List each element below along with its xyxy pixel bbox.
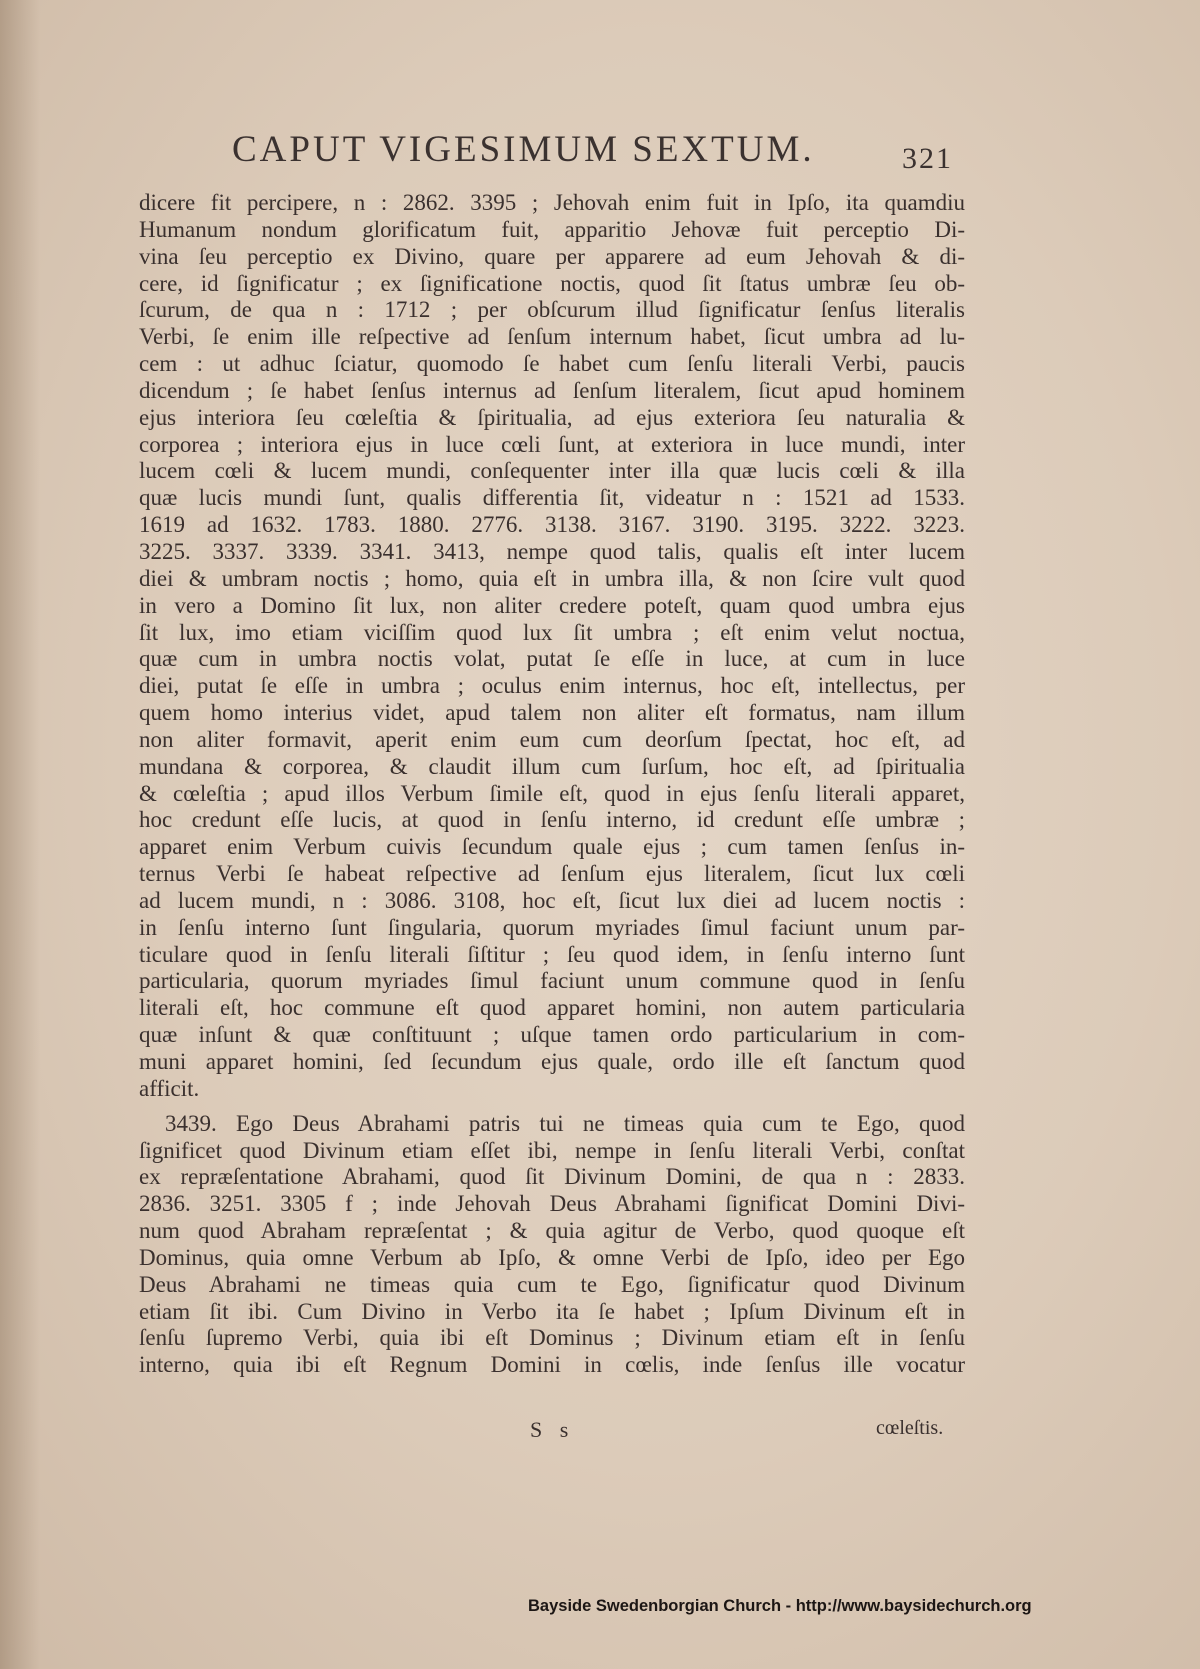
text-line: diei & umbram noctis ; homo, quia eſt in umbra illa, & non ſcire vult quod <box>139 565 965 591</box>
text-line: corporea ; interiora ejus in luce cœli ſunt, at exteriora in luce mundi, inter <box>139 431 965 457</box>
paragraph-3439-line: 2836. 3251. 3305 f ; inde Jehovah Deus Abrahami ſignificat Domini Divi- <box>139 1191 965 1217</box>
text-line: 1619 ad 1632. 1783. 1880. 2776. 3138. 3167. 3190. 3195. 3222. 3223. <box>139 512 965 538</box>
text-line: ternus Verbi ſe habeat reſpective ad ſenſum ejus literalem, ſicut lux cœli <box>139 861 965 887</box>
paragraph-3439-line: interno, quia ibi eſt Regnum Domini in cœlis, inde ſenſus ille vocatur <box>139 1352 965 1378</box>
text-line: Humanum nondum glorificatum fuit, apparitio Jehovæ fuit perceptio Di- <box>139 216 965 242</box>
text-line: Verbi, ſe enim ille reſpective ad ſenſum internum habet, ſicut umbra ad lu- <box>139 324 965 350</box>
paragraph-gap <box>139 1103 965 1111</box>
text-line: lucem cœli & lucem mundi, conſequenter inter illa quæ lucis cœli & illa <box>139 458 965 484</box>
binding-shadow <box>0 0 40 1669</box>
watermark-text: Bayside Swedenborgian Church - http://www.baysidechurch.org <box>528 1597 1032 1615</box>
paragraph-3439-line: ex repræſentatione Abrahami, quod ſit Divinum Domini, de qua n : 2833. <box>139 1164 965 1190</box>
text-line: 3225. 3337. 3339. 3341. 3413, nempe quod talis, qualis eſt inter lucem <box>139 538 965 564</box>
signature-mark: S s <box>530 1417 575 1442</box>
paragraph-3439-line: ſignificet quod Divinum etiam eſſet ibi, nempe in ſenſu literali Verbi, conſtat <box>139 1137 965 1163</box>
text-line: apparet enim Verbum cuivis ſecundum quale ejus ; cum tamen ſenſus in- <box>139 834 965 860</box>
text-line: cem : ut adhuc ſciatur, quomodo ſe habet cum ſenſu literali Verbi, paucis <box>139 351 965 377</box>
text-line: non aliter formavit, aperit enim eum cum deorſum ſpectat, hoc eſt, ad <box>139 726 965 752</box>
text-line: ſit lux, imo etiam viciſſim quod lux ſit umbra ; eſt enim velut noctua, <box>139 619 965 645</box>
paragraph-3439-line: etiam ſit ibi. Cum Divino in Verbo ita ſe habet ; Ipſum Divinum eſt in <box>139 1298 965 1324</box>
text-line: ſcurum, de qua n : 1712 ; per obſcurum illud ſignificatur ſenſus literalis <box>139 297 965 323</box>
text-line: in vero a Domino ſit lux, non aliter credere poteſt, quam quod umbra ejus <box>139 592 965 618</box>
text-line: ticulare quod in ſenſu literali ſiſtitur ; ſeu quod idem, in ſenſu interno ſunt <box>139 941 965 967</box>
text-line: quæ cum in umbra noctis volat, putat ſe eſſe in luce, at cum in luce <box>139 646 965 672</box>
page-number: 321 <box>902 142 953 175</box>
text-line: in ſenſu interno ſunt ſingularia, quorum myriades ſimul faciunt unum par- <box>139 914 965 940</box>
text-line: ad lucem mundi, n : 3086. 3108, hoc eſt, ſicut lux diei ad lucem noctis : <box>139 887 965 913</box>
text-line: & cœleſtia ; apud illos Verbum ſimile eſt, quod in ejus ſenſu literali apparet, <box>139 780 965 806</box>
text-line: quæ lucis mundi ſunt, qualis differentia ſit, videatur n : 1521 ad 1533. <box>139 485 965 511</box>
paragraph-3439-line: 3439. Ego Deus Abrahami patris tui ne timeas quia cum te Ego, quod <box>165 1110 965 1136</box>
text-line: quæ inſunt & quæ conſtituunt ; uſque tamen ordo particularium in com- <box>139 1022 965 1048</box>
paragraph-3439-line: Deus Abrahami ne timeas quia cum te Ego, ſignificatur quod Divinum <box>139 1271 965 1297</box>
text-line: diei, putat ſe eſſe in umbra ; oculus enim internus, hoc eſt, intellectus, per <box>139 673 965 699</box>
text-line: vina ſeu perceptio ex Divino, quare per apparere ad eum Jehovah & di- <box>139 243 965 269</box>
text-line: dicendum ; ſe habet ſenſus internus ad ſenſum literalem, ſicut apud hominem <box>139 377 965 403</box>
body-text <box>139 190 965 1379</box>
text-line: dicere fit percipere, n : 2862. 3395 ; Jehovah enim fuit in Ipſo, ita quamdiu <box>139 190 965 215</box>
text-line: particularia, quorum myriades ſimul faciunt unum commune quod in ſenſu <box>139 968 965 994</box>
text-line: afficit. <box>139 1075 200 1101</box>
text-line: cere, id ſignificatur ; ex ſignificatione noctis, quod ſit ſtatus umbræ ſeu ob- <box>139 270 965 296</box>
text-line: quem homo interius videt, apud talem non aliter eſt formatus, nam illum <box>139 700 965 726</box>
text-line: mundana & corporea, & claudit illum cum ſurſum, hoc eſt, ad ſpiritualia <box>139 753 965 779</box>
paragraph-3439-line: Dominus, quia omne Verbum ab Ipſo, & omne Verbi de Ipſo, ideo per Ego <box>139 1244 965 1270</box>
text-line: ejus interiora ſeu cœleſtia & ſpiritualia, ad ejus exteriora ſeu naturalia & <box>139 404 965 430</box>
text-line: muni apparet homini, ſed ſecundum ejus quale, ordo ille eſt ſanctum quod <box>139 1049 965 1074</box>
catchword: cœleſtis. <box>876 1417 944 1439</box>
running-head: CAPUT VIGESIMUM SEXTUM. <box>232 129 815 170</box>
paragraph-3439-line: num quod Abraham repræſentat ; & quia agitur de Verbo, quod quoque eſt <box>139 1218 965 1244</box>
paragraph-3439-line: ſenſu ſupremo Verbi, quia ibi eſt Dominus ; Divinum etiam eſt in ſenſu <box>139 1325 965 1351</box>
text-line: hoc credunt eſſe lucis, at quod in ſenſu interno, id credunt eſſe umbræ ; <box>139 807 965 833</box>
text-line: literali eſt, hoc commune eſt quod apparet homini, non autem particularia <box>139 995 965 1021</box>
